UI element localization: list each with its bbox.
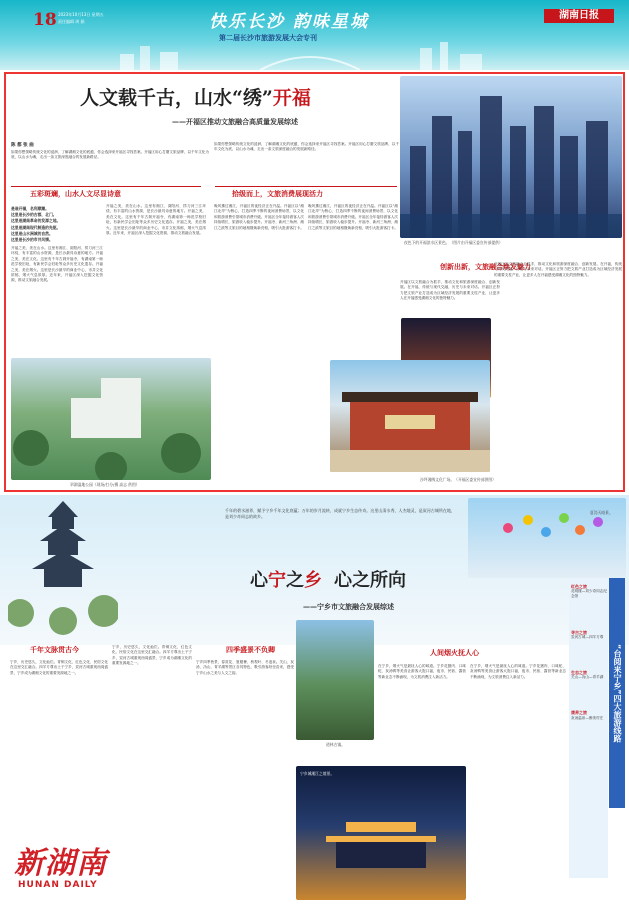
wetland-photo — [11, 358, 211, 480]
caption-night: 宁乡城湘江之境景。 — [300, 771, 335, 776]
byline: 陈 都 张 曲 — [11, 143, 34, 148]
bottom-body-1: 宁乡，历史悠久，文化灿烂。青铜文化、红色文化、民俗文化在这里交汇融合。四羊方尊出土于宁乡，炭河古城重现西周盛景，宁乡成为湖湘文化的重要发源地之一。 — [10, 660, 108, 675]
verse-block: 是谁开福，名利顺潮。 这里是长沙的古郡，北门。 这里是湖南革命的发源之地。 这里是湖南现代制造的先驱。 这里是山水洲城的自然。 这里是长沙的市井风情。 — [11, 206, 61, 243]
section-heading-1: 五彩斑斓，山水人文尽显诗意 — [30, 190, 121, 198]
sidebar-item: 红色之旅 花明楼—刘少奇同志纪念馆 — [571, 584, 607, 599]
newspaper-logo-en: HUNAN DAILY — [18, 880, 98, 890]
section-heading-3: 创新出新，文旅融合焕发魅力 — [440, 263, 531, 271]
masthead: 湖南日报 — [544, 9, 614, 23]
bottom-body-3b: 在宁乡，烟火气是最抚人心的味道。宁乡花猪肉、口味蛇、灰汤鸭等美食让游客大饱口福，夜市、民宿、露营等新业态不断涌现，为文旅消费注入新活力。 — [470, 664, 566, 679]
section-rule-2 — [215, 186, 397, 187]
bottom-intro: 千年的碧水滋养，赋予宁乡千年文化底蕴；万年的岁月流转，成就宁乡生态传奇。这里山清水秀，人杰地灵，是炭河古城所在地，是刘少奇同志的故乡。 — [225, 508, 455, 519]
section-rule — [11, 186, 201, 187]
article-subtitle: ——开福区推动文旅融合高质量发展综述 — [172, 118, 298, 126]
bottom-body-3: 在宁乡，烟火气是最抚人心的味道。宁乡花猪肉、口味蛇、灰汤鸭等美食让游客大饱口福，夜市、民宿、露营等新业态不断涌现，为文旅消费注入新活力。 — [378, 664, 466, 679]
bottom-body-1b: 宁乡，历史悠久，文化灿烂。青铜文化、红色文化、民俗文化在这里交汇融合。四羊方尊出土于宁乡，炭河古城重现西周盛景，宁乡成为湖湘文化的重要发源地之一。 — [112, 645, 192, 666]
date-line: 2023年10月13日 星期五 — [58, 12, 104, 17]
section-heading-2: 拾级而上，文旅消费展现活力 — [232, 190, 323, 198]
bottom-body-2: 宁乡四季皆景，春赏花、夏避暑、秋观叶、冬泡泉。关山、灰汤、沩山、青羊湖等景区各具特色，吸引游客纷至沓来，感受宁乡山水之美与人文之韵。 — [196, 660, 294, 675]
bottom-title: 心宁之乡 心之所向 — [250, 570, 406, 591]
header-slogan: 快乐长沙 韵味星城 — [209, 12, 369, 32]
bottom-section-2: 四季盛景不负卿 — [226, 646, 275, 654]
caption-town: 道林古镇。 — [326, 742, 345, 747]
bottom-section-1: 千年文脉贯古今 — [30, 646, 79, 654]
sidebar-item: 生态之旅 关山—沩山—青羊湖 — [571, 670, 604, 680]
page-number: 18 — [33, 10, 57, 30]
caption-skyline: 夜色下的开福滨水区景色。（图片由开福区委宣传部提供） — [404, 240, 503, 245]
bottom-section-3: 人间烟火抚人心 — [430, 649, 479, 657]
bottom-subtitle: ——宁乡市文旅融合发展综述 — [303, 603, 394, 611]
plaza-photo — [330, 360, 490, 472]
article-title: 人文载千古，山水“绣”开福 — [80, 87, 311, 109]
section-body-1b: 开福之美，美在山水。这里有湘江、浏阳河、捞刀河三江环绕，有丰富的山水资源，是长沙最具诗意的地方。开福之美，美在文化。这里有千年古刹开福寺，有湖南第一师范学校旧址，有新民学会旧址等众多历史文化遗存。开福之美，美在烟火。这里是长沙最早的商业中心，市井文化浓郁，烟火气息浓厚。近年来，开福区深入挖掘文化资源，推动文旅融合发展。 — [106, 204, 206, 236]
ancient-town-photo — [296, 620, 374, 740]
editor-line: 责任编辑 周 娟 — [58, 19, 85, 24]
intro-text: 如果你想领略传统文化的浸润，了解湖湘文化的底蕴，你会选择来开福区寻找答案。开福区用心打磨文旅品牌，以千年文化为底，以山水为魂，走出一条文旅深度融合的发展新路径。 — [11, 150, 209, 160]
caption-wetland: 翠湖湿地公园（现场/打分/摄 高志 供图） — [70, 482, 140, 487]
intro-text-cont: 如果你想领略传统文化的浸润，了解湖湘文化的底蕴，你会选择来开福区寻找答案。开福区用心打磨文旅品牌，以千年文化为底，以山水为魂，走出一条文旅深度融合的发展新路径。 — [214, 142, 399, 152]
skyline-illustration — [120, 38, 500, 70]
section-body-1: 开福之美，美在山水。这里有湘江、浏阳河、捞刀河三江环绕，有丰富的山水资源，是长沙最具诗意的地方。开福之美，美在文化。这里有千年古刹开福寺，有湖南第一师范学校旧址，有新民学会旧址等众多历史文化遗存。开福之美，美在烟火。这里是长沙最早的商业中心，市井文化浓郁，烟火气息浓厚。近年来，开福区深入挖掘文化资源，推动文旅融合发展。 — [11, 246, 103, 283]
skyline-photo — [400, 76, 622, 238]
sidebar-item: 寻古之旅 炭河古城—四羊方尊 — [571, 629, 604, 639]
pagoda-illustration — [8, 495, 118, 635]
section-body-2b: 晚风拂过湘江，开福区的夜经济正在升温。开福区以“湘江北岸”为核心，打造四季不断的夜间消费场景，以文化和旅游消费引领城市消费升级。开福区全年接待游客人次持续增长，旅游收入稳步提升。开福寺、新河三角洲、湘江之滨等文旅目的地相继焕新亮相，吸引大批游客打卡。 — [308, 204, 398, 230]
caption-balloons: 夏沩天暗景。 — [590, 510, 613, 515]
sidebar-list — [571, 584, 607, 721]
section-body-3b: 开福区以文旅融合为抓手，推动文化和旅游深度融合、创新发展。在开福，传统与现代交融，历史与未来对话。开福区正努力把文旅产业打造成为区域经济发展的重要支柱产业，让更多人在开福感受湖湘文化的独特魅力。 — [494, 262, 622, 277]
sidebar-title: “台阅来宁乡”四大旅游线路 — [609, 578, 625, 808]
sidebar-item: 康养之旅 灰汤温泉—醉美村庄 — [571, 710, 604, 720]
night-town-photo — [296, 766, 466, 900]
caption-plaza: 沙坪湘绣文化广场。（开福区委宣传部供图） — [420, 477, 496, 482]
section-body-2: 晚风拂过湘江，开福区的夜经济正在升温。开福区以“湘江北岸”为核心，打造四季不断的夜间消费场景，以文化和旅游消费引领城市消费升级。开福区全年接待游客人次持续增长，旅游收入稳步提升。开福寺、新河三角洲、湘江之滨等文旅目的地相继焕新亮相，吸引大批游客打卡。 — [214, 204, 304, 230]
section-body-3: 开福区以文旅融合为抓手，推动文化和旅游深度融合、创新发展。在开福，传统与现代交融，历史与未来对话。开福区正努力把文旅产业打造成为区域经济发展的重要支柱产业，让更多人在开福感受湖湘文化的独特魅力。 — [400, 280, 500, 301]
newspaper-logo: 新湖南 — [14, 846, 107, 881]
header-subtitle: 第二届长沙市旅游发展大会专刊 — [219, 34, 317, 42]
